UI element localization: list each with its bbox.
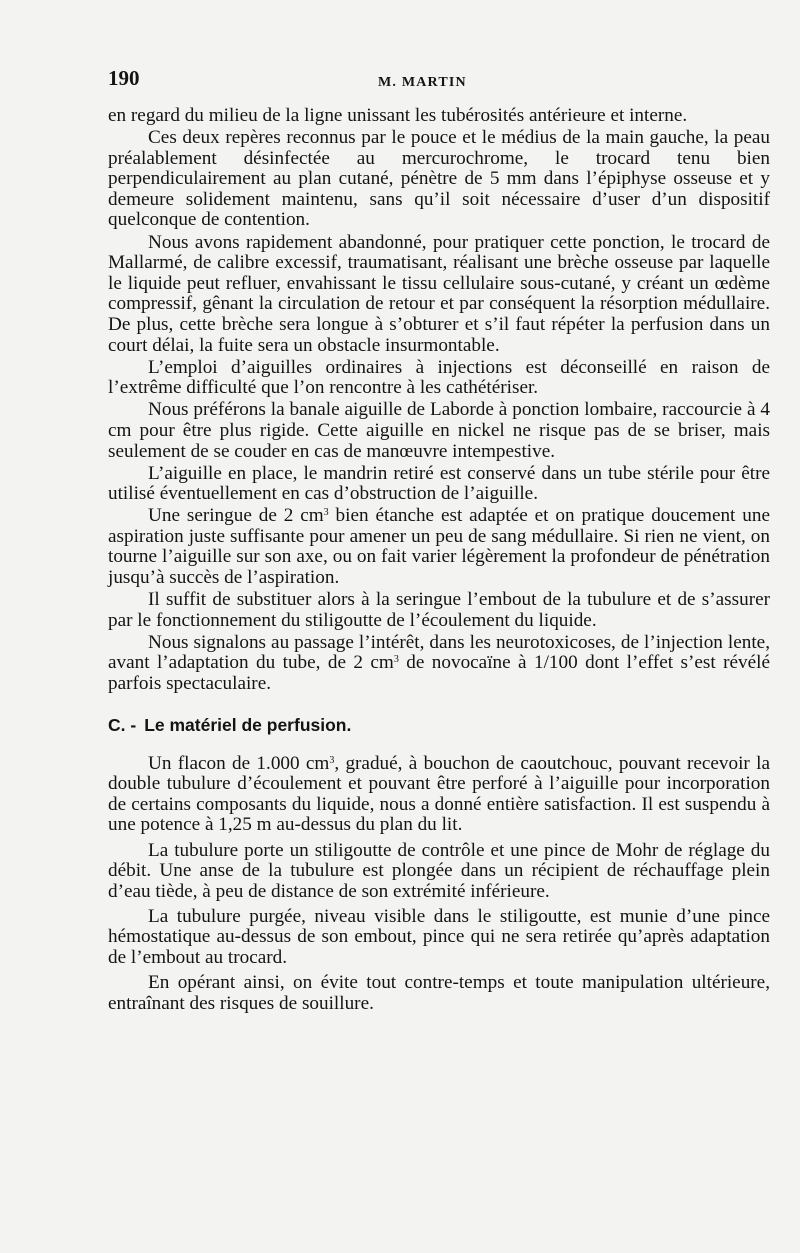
paragraph: Ces deux repères reconnus par le pouce et le médius de la main gauche, la peau préalablement désinfectée au mercurochrome, le trocard tenu bien perpendiculairement au plan cutané, pénètre de 5 mm dans l’épiphyse osseuse et y demeure solidement maintenu, sans qu’il soit nécessaire d’user d’un dispositif quelconque de contention.: [108, 127, 770, 231]
superscript: 3: [393, 654, 399, 666]
paragraph: L’aiguille en place, le mandrin retiré est conservé dans un tube stérile pour être utilisé éventuellement en cas d’obstruction de l’aiguille.: [108, 462, 770, 505]
body-text: [108, 106, 770, 695]
section-heading: [108, 714, 770, 736]
paragraph: Il suffit de substituer alors à la seringue l’embout de la tubulure et de s’assurer par le fonctionnement du stiligoutte de l’écoulement du liquide.: [108, 589, 770, 631]
section-body: [108, 754, 770, 1015]
running-head-author: M. MARTIN: [378, 75, 467, 90]
paragraph: [108, 754, 770, 836]
paragraph: En opérant ainsi, on évite tout contre-temps et toute manipulation ultérieure, entraînant des risques de souillure.: [108, 972, 770, 1014]
section-label: C. -: [108, 714, 137, 735]
paragraph-text: de novocaïne à 1/100 dont l’effet s’est révélé parfois spectaculaire.: [108, 652, 770, 695]
paragraph-text: Nous signalons au passage l’intérêt, dans les neurotoxicoses, de l’injection lente, avant l’adaptation du tube, de 2 cm: [108, 631, 770, 674]
running-head: [108, 68, 770, 94]
page-number: 190: [108, 66, 140, 90]
paragraph-text: , gradué, à bouchon de caoutchouc, pouvant recevoir la double tubulure d’écoulement et pouvant être perforé à l’aiguille pour incorporation de certains composants du liquide, nous a donné entière satisfaction. Il est suspendu à une potence à 1,25 m au-dessus du plan du lit.: [108, 752, 770, 836]
book-page: [108, 68, 770, 1019]
paragraph-text: Une seringue de 2 cm: [148, 505, 324, 527]
section-title: Le matériel de perfusion.: [144, 714, 352, 735]
paragraph: [108, 633, 770, 695]
paragraph: Nous avons rapidement abandonné, pour pratiquer cette ponction, le trocard de Mallarmé, de calibre excessif, traumatisant, réalisant une brèche osseuse par laquelle le liquide peut refluer, envahissant le tissu cellulaire sous-cutané, y créant un œdème compressif, gênant la circulation de retour et par conséquent la résorption médullaire. De plus, cette brèche sera longue à s’obturer et s’il faut répéter la perfusion dans un court délai, la fuite sera un obstacle insurmontable.: [108, 231, 770, 356]
paragraph: L’emploi d’aiguilles ordinaires à injections est déconseillé en raison de l’extrême difficulté que l’on rencontre à les cathétériser.: [108, 356, 770, 399]
paragraph: [108, 506, 770, 588]
paragraph-text: bien étanche est adaptée et on pratique doucement une aspiration juste suffisante pour amener un peu de sang médullaire. Si rien ne vient, on tourne l’aiguille sur son axe, ou on fait varier légèrement la profondeur de pénétration jusqu’à succès de l’aspiration.: [108, 505, 770, 589]
superscript: 3: [329, 754, 335, 766]
paragraph: La tubulure purgée, niveau visible dans le stiligoutte, est munie d’une pince hémostatique au-dessus de son embout, pince qui ne sera retirée qu’après adaptation de l’embout au trocard.: [108, 905, 770, 968]
paragraph: Nous préférons la banale aiguille de Laborde à ponction lombaire, raccourcie à 4 cm pour être plus rigide. Cette aiguille en nickel ne risque pas de se briser, mais seulement de se couder en cas de manœuvre intempestive.: [108, 399, 770, 462]
paragraph-text: Un flacon de 1.000 cm: [148, 752, 330, 774]
paragraph: La tubulure porte un stiligoutte de contrôle et une pince de Mohr de réglage du débit. Une anse de la tubulure est plongée dans un récipient de réchauffage plein d’eau tiède, à peu de distance de son extrémité inférieure.: [108, 839, 770, 902]
paragraph-continuation: en regard du milieu de la ligne unissant les tubérosités antérieure et interne.: [108, 105, 688, 126]
superscript: 3: [323, 507, 329, 519]
